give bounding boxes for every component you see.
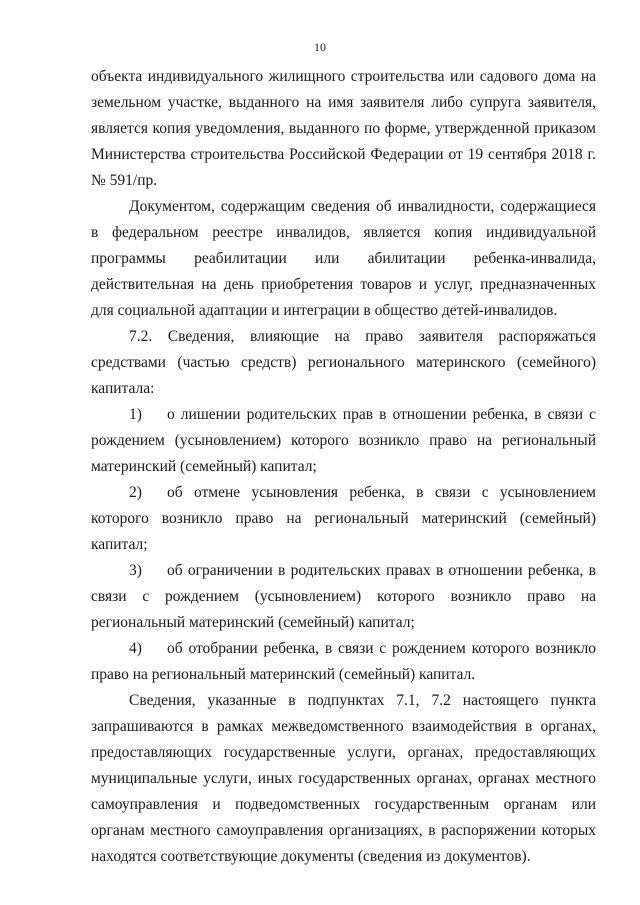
list-item-4 xyxy=(91,636,596,688)
list-item-text: об отмене усыновления ребенка, в связи с усыновлением которого возникло право на региональный материнский (семейный) капитал; xyxy=(91,484,596,553)
list-item-text: о лишении родительских прав в отношении ребенка, в связи с рождением (усыновлением) которого возникло право на региональный материнский (семейный) капитал; xyxy=(91,406,596,475)
paragraph-disability-document: Документом, содержащим сведения об инвалидности, содержащиеся в федеральном реестре инвалидов, является копия индивидуальной программы реабилитации или абилитации ребенка-инвалида, действительная на день приобретения товаров и услуг, предназначенных для социальной адаптации и интеграции в общество детей-инвалидов. xyxy=(91,198,596,319)
list-item-3 xyxy=(91,558,596,636)
list-item-number: 2) xyxy=(129,484,142,501)
paragraph-housing-notice: объекта индивидуального жилищного строительства или садового дома на земельном участке, выданного на имя заявителя либо супруга заявителя, является копия уведомления, выданного по форме, утвержденной приказом Министерства строительства Российской Федерации от 19 сентября 2018 г. № 591/пр. xyxy=(91,68,596,189)
page-number: 10 xyxy=(314,40,326,54)
list-item-text: об отобрании ребенка, в связи с рождением которого возникло право на региональный материнский (семейный) капитал. xyxy=(91,640,596,683)
list-item-2 xyxy=(91,480,596,558)
list-item-number: 3) xyxy=(129,562,142,579)
list-item-number: 1) xyxy=(129,406,142,423)
paragraph-section-7-2: 7.2. Сведения, влияющие на право заявителя распоряжаться средствами (частью средств) регионального материнского (семейного) капитала: xyxy=(91,328,596,397)
list-item-text: об ограничении в родительских правах в отношении ребенка, в связи с рождением (усыновлением) которого возникло право на региональный материнский (семейный) капитал; xyxy=(91,562,596,631)
list-item-1 xyxy=(91,402,596,480)
list-item-number: 4) xyxy=(129,640,142,657)
document-body xyxy=(91,64,596,870)
paragraph-interagency-requests: Сведения, указанные в подпунктах 7.1, 7.2 настоящего пункта запрашиваются в рамках межведомственного взаимодействия в органах, предоставляющих государственные услуги, органах, предоставляющих муниципальные услуги, иных государственных органах, органах местного самоуправления и подведомственных государственным органам или органам местного самоуправления организациях, в распоряжении которых находятся соответствующие документы (сведения из документов). xyxy=(91,692,596,865)
